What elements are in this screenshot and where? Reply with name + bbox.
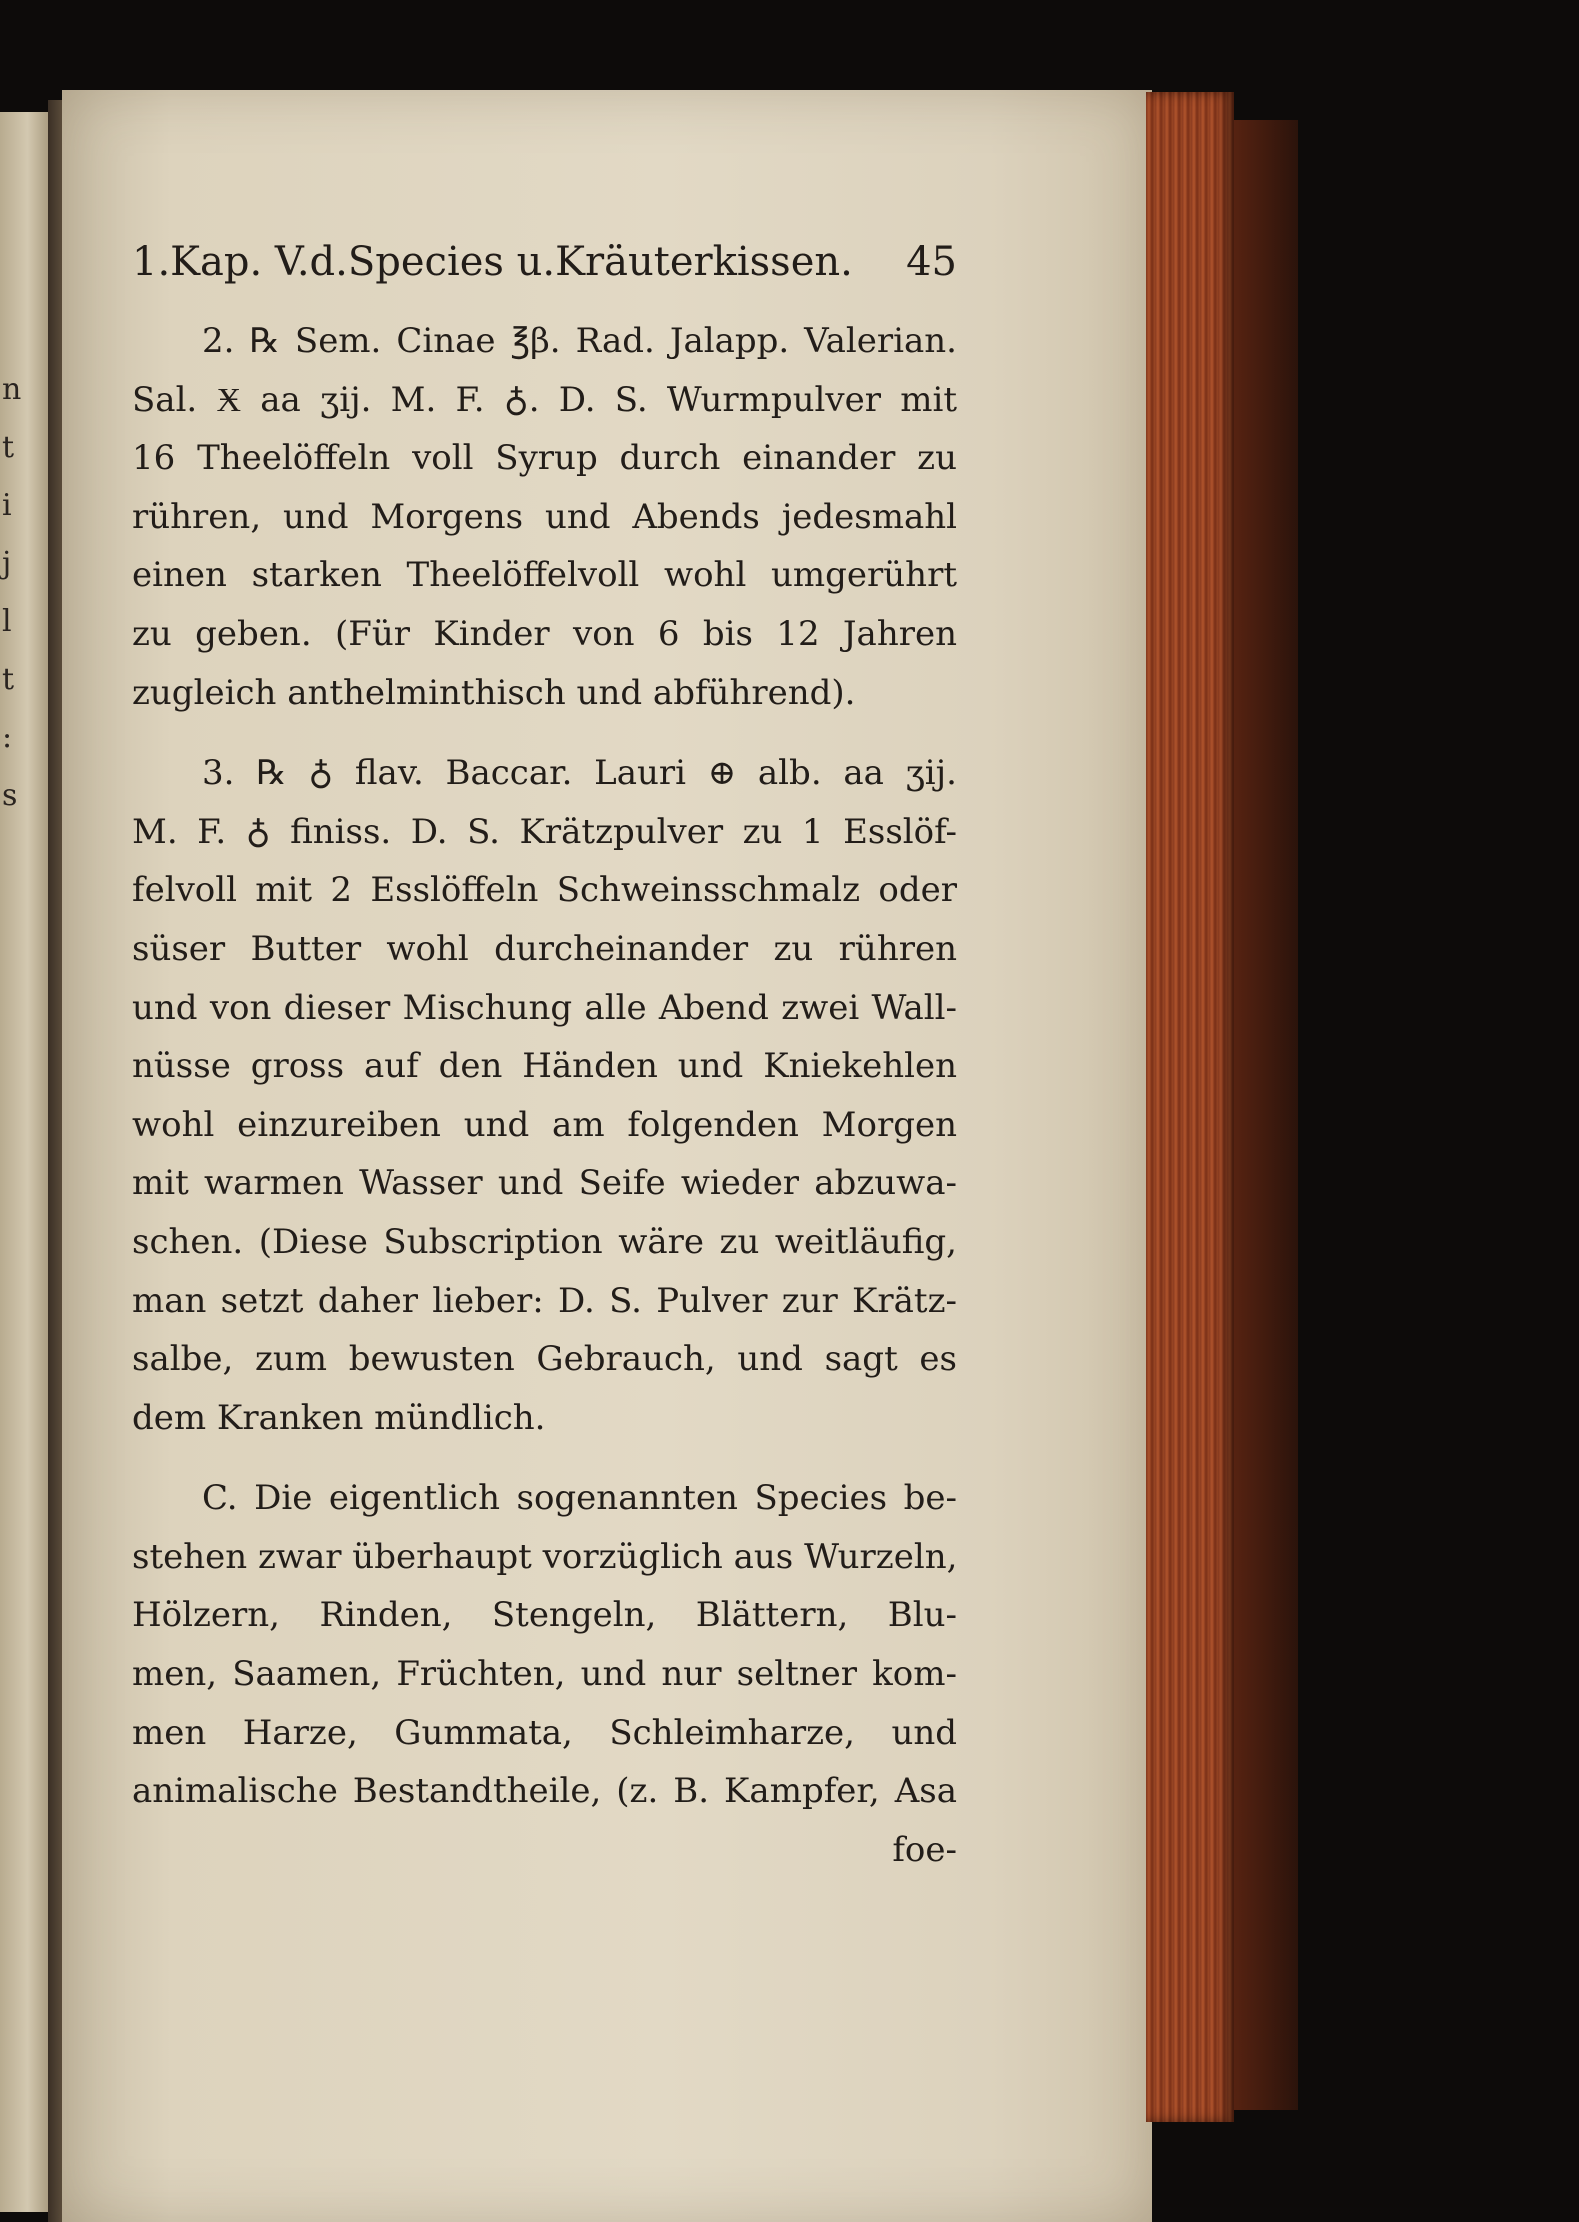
running-title: 1.Kap. V.d.Species u.Kräuterkissen. <box>132 239 853 285</box>
text-line: stehen zwar überhaupt vorzüglich aus Wurzeln, <box>132 1536 957 1577</box>
paragraph-recipe-3 <box>132 744 957 1447</box>
text-line: man setzt daher lieber: D. S. Pulver zur Krätz- <box>132 1280 957 1321</box>
text-line: zugleich anthelminthisch und abführend). <box>132 672 856 713</box>
paragraph-recipe-2 <box>132 312 957 722</box>
text-line: schen. (Diese Subscription wäre zu weitläufig, <box>132 1221 957 1262</box>
text-block <box>132 232 957 1879</box>
text-line: C. Die eigentlich sogenannten Species be- <box>202 1478 957 1519</box>
text-line: 16 Theelöffeln voll Syrup durch einander zu <box>132 438 957 479</box>
text-line: zu geben. (Für Kinder von 6 bis 12 Jahren <box>132 613 957 654</box>
left-page-fragment: n <box>2 372 22 407</box>
text-line: felvoll mit 2 Esslöffeln Schweinsschmalz oder <box>132 870 957 911</box>
text-line: men Harze, Gummata, Schleimharze, und <box>132 1712 957 1753</box>
catchword: foe- <box>892 1829 957 1870</box>
page-block-edge <box>1146 92 1234 2122</box>
left-page-fragment: t <box>2 662 15 697</box>
left-page-fragment: : <box>2 720 13 755</box>
text-line: mit warmen Wasser und Seife wieder abzuwa- <box>132 1163 957 1204</box>
page-number: 45 <box>906 239 957 285</box>
text-line: einen starken Theelöffelvoll wohl umgerührt <box>132 555 957 596</box>
text-line: Sal. Ӿ aa ʒij. M. F. ♁. D. S. Wurmpulver mit <box>132 379 957 420</box>
text-line: dem Kranken mündlich. <box>132 1397 546 1438</box>
text-line: und von dieser Mischung alle Abend zwei Wall- <box>132 987 957 1028</box>
text-line: men, Saamen, Früchten, und nur seltner kom- <box>132 1654 957 1695</box>
text-line: wohl einzureiben und am folgenden Morgen <box>132 1104 957 1145</box>
paragraph-species-c <box>132 1469 957 1879</box>
left-page-fragment: l <box>2 604 12 639</box>
text-line: nüsse gross auf den Händen und Kniekehlen <box>132 1046 957 1087</box>
left-page-fragment: t <box>2 430 15 465</box>
text-line: rühren, und Morgens und Abends jedesmahl <box>132 496 957 537</box>
text-line: salbe, zum bewusten Gebrauch, und sagt es <box>132 1339 957 1380</box>
text-line: süser Butter wohl durcheinander zu rühren <box>132 928 957 969</box>
text-line: 3. ℞ ♁ flav. Baccar. Lauri ⊕ alb. aa ʒij. <box>202 753 957 794</box>
book-cover-edge <box>1228 120 1298 2110</box>
left-page-fragment: j <box>2 546 12 581</box>
text-line: 2. ℞ Sem. Cinae ℥β. Rad. Jalapp. Valerian. <box>202 321 957 361</box>
left-page-fragment: i <box>2 488 12 523</box>
text-line: Hölzern, Rinden, Stengeln, Blättern, Blu- <box>132 1595 957 1636</box>
text-line: M. F. ♁ finiss. D. S. Krätzpulver zu 1 Esslöf- <box>132 811 957 852</box>
previous-page-edge <box>0 112 50 2212</box>
text-line: animalische Bestandtheile, (z. B. Kampfer, Asa <box>132 1771 957 1812</box>
left-page-fragment: s <box>2 778 18 813</box>
running-header <box>132 232 957 292</box>
